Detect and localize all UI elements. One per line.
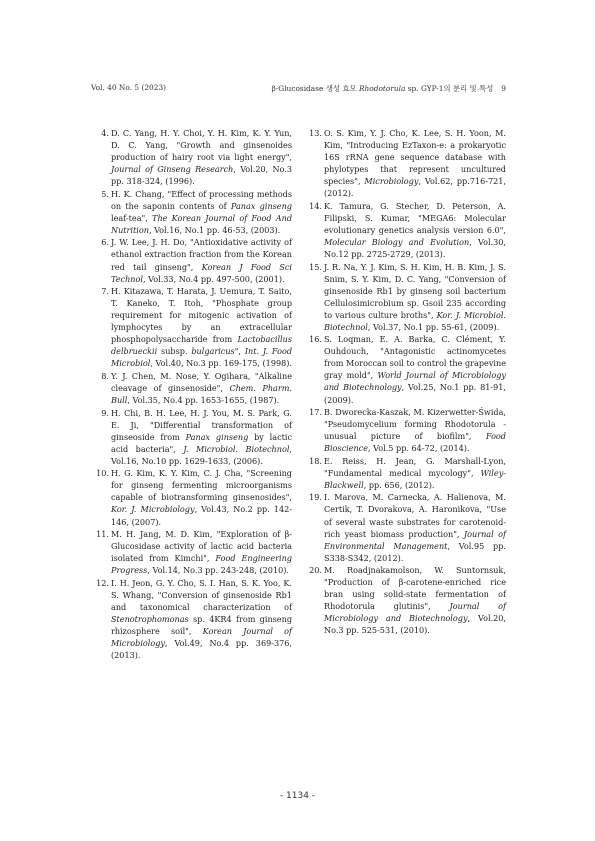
reference-plain-text: H. Chi, B. H. Lee, H. J. You, M. S. Park, G. E. Ji, "Differential transformation of ginseoside from [111, 407, 292, 442]
reference-number: 6. [101, 237, 109, 248]
reference-italic-text: Lactobacillus delbrueckii [111, 334, 292, 357]
reference-number: 18. [309, 455, 322, 466]
reference-plain-text: S. Loqman, E. A. Barka, C. Clément, Y. Ouhdouch, "Antagonistic actinomycetes from Moroccan soil to control the grapevine gray mold", [324, 334, 506, 381]
reference-item [307, 261, 506, 333]
running-header [91, 83, 506, 95]
reference-item [94, 528, 292, 576]
reference-number: 5. [101, 188, 109, 199]
reference-italic-text: Korean J Food Sci Technol [111, 261, 292, 284]
reference-text [111, 370, 292, 406]
reference-number: 16. [309, 334, 322, 345]
reference-text [324, 491, 506, 563]
reference-plain-text: M. Roadjnakamolson, W. Suntornsuk, "Production of β-carotene-enriched rice bran using solid-state fermentation of Rhodotorula glutinis", [324, 565, 506, 612]
reference-number: 17. [309, 407, 322, 418]
reference-text [111, 407, 292, 467]
running-title [272, 83, 506, 94]
reference-plain-text: M. H. Jang, M. D. Kim, "Exploration of β-Glucosidase activity of lactic acid bacteria isolated from Kimchi", [111, 529, 292, 564]
reference-item [94, 188, 292, 236]
running-title-genus: Rhodotorula [358, 84, 406, 93]
reference-number: 4. [101, 128, 109, 138]
reference-plain-text: D. C. Yang, H. Y. Choi, Y. H. Kim, K. Y. Yun, D. C. Yang, "Growth and ginsenoides production of hairy root via light energy", [111, 128, 292, 163]
reference-plain-text: , Vol.40, No.3 pp. 169-175, (1998). [150, 358, 292, 369]
reference-italic-text: J. Microbiol. Biotechnol [183, 443, 290, 454]
reference-plain-text: J. W. Lee, J. H. Do, "Antioxidative activity of ethanol extraction fraction from the Korean red tail ginseng", [111, 237, 292, 272]
reference-italic-text: World Journal of Microbiology and Biotechnology [324, 370, 507, 393]
reference-number: 10. [96, 468, 109, 479]
reference-plain-text: , Vol.20, No.3 pp. 525-531, (2010). [324, 613, 507, 636]
reference-item [307, 200, 506, 260]
reference-italic-text: Journal of Ginseng Research [111, 164, 234, 175]
reference-italic-text: Kor. J. Microbiol. Biotechnol [324, 309, 507, 332]
reference-plain-text: , pp. 656, (2012). [363, 479, 435, 490]
reference-number: 8. [101, 370, 109, 381]
reference-text [111, 528, 292, 576]
reference-plain-text: , Vol.16, No.10 pp. 1629-1633, (2006). [111, 443, 292, 466]
reference-text [111, 467, 292, 527]
reference-number: 14. [309, 200, 322, 211]
reference-plain-text: by lactic acid bacteria", [111, 431, 292, 454]
reference-number: 15. [309, 261, 322, 272]
reference-text [111, 236, 292, 284]
reference-plain-text: , Vol.43, No.2 pp. 142-146, (2007). [111, 504, 292, 527]
reference-item [307, 333, 506, 405]
reference-text [111, 285, 292, 369]
reference-text [324, 406, 506, 454]
reference-text [111, 127, 292, 187]
reference-italic-text: Int. J. Food Microbiol [111, 346, 292, 369]
reference-plain-text: H. K. Chang, "Effect of processing methods on the saponin contents of [111, 188, 292, 211]
reference-item [307, 491, 506, 563]
reference-item [94, 577, 292, 661]
reference-text [324, 333, 506, 405]
journal-volume: Vol. 40 No. 5 (2023) [91, 83, 167, 92]
reference-italic-text: Chem. Pharm. Bull [111, 382, 292, 406]
reference-text [111, 188, 292, 236]
reference-number: 13. [309, 128, 322, 138]
reference-italic-text: Journal of Microbiology and Biotechnology [324, 601, 506, 624]
reference-italic-text: Korean Journal of Microbiology [111, 625, 292, 648]
reference-text [324, 455, 506, 491]
reference-plain-text: , Vol.16, No.1 pp. 46-53, (2003). [148, 224, 281, 235]
references-left-column [94, 127, 292, 662]
reference-italic-text: bulgaricus [191, 346, 235, 357]
reference-plain-text: H. G. Kim, K. Y. Kim, C. J. Cha, "Screening for ginseng fermenting microorganisms capable of biotransforming ginsenosides", [111, 468, 292, 503]
reference-plain-text: Y. J. Chen, M. Nose, Y. Ogihara, "Alkaline cleavage of ginsenoside", [111, 370, 292, 393]
reference-plain-text: ", [234, 346, 245, 357]
reference-plain-text: E. Reiss, H. Jean, G. Marshall-Lyon, "Fundamental medical mycology", [324, 455, 506, 478]
reference-number: 12. [96, 577, 109, 588]
reference-text [324, 564, 506, 636]
reference-item [307, 127, 506, 199]
reference-item [307, 406, 506, 454]
reference-plain-text: , Vol.25, No.1 pp. 81-91, (2009). [324, 382, 507, 405]
reference-italic-text: Kor. J. Microbiology [111, 504, 195, 515]
reference-plain-text: , Vol.35, No.4 pp. 1653-1655, (1987). [127, 395, 280, 406]
reference-plain-text: , Vol.30, No.12 pp. 2725-2729, (2013). [324, 236, 506, 259]
reference-italic-text: Microbiology [364, 176, 419, 187]
reference-item [94, 467, 292, 527]
running-title-suffix: sp. GYP-1의 분리 및 특성 [405, 84, 494, 93]
reference-text [324, 200, 506, 260]
reference-plain-text: , Vol.37, No.1 pp. 55-61, (2009). [367, 321, 500, 332]
reference-number: 11. [96, 529, 109, 540]
reference-italic-text: Food Bioscience [324, 431, 506, 454]
reference-item [94, 370, 292, 406]
reference-text [324, 127, 506, 199]
reference-plain-text: leaf-tea", [111, 212, 153, 223]
reference-plain-text: , Vol.49, No.4 pp. 369-376, (2013). [111, 637, 292, 661]
reference-plain-text: sp. 4KR4 from ginseng rhizosphere soil", [111, 613, 292, 636]
reference-item [94, 407, 292, 467]
reference-plain-text: H. Kitazawa, T. Harata, J. Uemura, T. Saito, T. Kaneko, T. Itoh, "Phosphate group requirement for mitogenic activation of lymphocytes by an extracellular phosphopolysaccharide from [111, 286, 292, 345]
reference-item [307, 455, 506, 491]
reference-plain-text: , Vol.62, pp.716-721, (2012). [324, 176, 507, 199]
reference-italic-text: Journal of Environmental Management [324, 528, 506, 551]
reference-number: 9. [101, 407, 109, 418]
header-page-number: 9 [501, 84, 506, 93]
reference-italic-text: Molecular Biology and Evolution [324, 236, 470, 247]
references-right-column [307, 127, 506, 637]
reference-plain-text: , Vol.14, No.3 pp. 243-248, (2010). [147, 565, 289, 576]
running-title-prefix: β-Glucosidase 생성 효모 [271, 84, 359, 93]
reference-item [307, 564, 506, 636]
reference-italic-text: Panax ginseng [185, 431, 249, 442]
reference-plain-text: , Vol.5 pp. 64-72, (2014). [368, 443, 470, 454]
reference-item [94, 127, 292, 187]
reference-number: 20. [309, 565, 322, 576]
reference-plain-text: O. S. Kim, Y. J. Cho, K. Lee, S. H. Yoon, M. Kim, "Introducing EzTaxon-e: a prokaryotic 16S rRNA gene sequence database with phylotypes that represent uncultured species", [324, 128, 506, 187]
reference-item [94, 285, 292, 369]
reference-number: 7. [101, 286, 109, 297]
reference-text [324, 261, 506, 333]
reference-plain-text: , Vol.95 pp. S338-S342, (2012). [324, 540, 506, 563]
reference-number: 19. [309, 492, 322, 503]
reference-plain-text: I. H. Jeon, G. Y. Cho, S. I. Han, S. K. Yoo, K. S. Whang, "Conversion of ginsenoside Rb1 and taxonomical characterization of [111, 577, 292, 612]
page-footer-number: - 1134 - [279, 791, 316, 801]
reference-item [94, 236, 292, 284]
reference-text [111, 577, 292, 661]
reference-plain-text: J. R. Na, Y. J. Kim, S. H. Kim, H. B. Kim, J. S. Snim, S. Y. Kim, D. C. Yang, "Conversion of ginsenoside Rb1 by ginseng soil bacterium Cellulosimicrobium sp. Gsoil 235 according to various culture broths", [324, 261, 506, 320]
reference-plain-text: K. Tamura, G. Stecher, D. Peterson, A. Filipski, S. Kumar, "MEGA6: Molecular evolutionary genetics analysis version 6.0", [324, 200, 506, 235]
reference-italic-text: Panax ginseng [230, 200, 292, 211]
reference-plain-text: , Vol.20, No.3 pp. 318-324, (1996). [111, 164, 292, 187]
reference-plain-text: subsp. [157, 346, 192, 357]
reference-italic-text: Stenotrophomonas [111, 613, 189, 624]
reference-italic-text: The Korean Journal of Food And Nutrition [111, 212, 292, 235]
reference-italic-text: Food Engineering Progress [111, 553, 292, 576]
reference-italic-text: Wiley-Blackwell [324, 467, 506, 490]
reference-plain-text: I. Marova, M. Carnecka, A. Halienova, M. Certik, T. Dvorakova, A. Haronikova, "Use of several waste substrates for carotenoid-rich yeast biomass production", [324, 492, 506, 539]
reference-plain-text: , Vol.33, No.4 pp. 497-500, (2001). [142, 273, 285, 284]
reference-plain-text: B. Dworecka-Kaszak, M. Kizerwetter-Świda, "Pseudomycelium forming Rhodotorula - unusual picture of biofilm", [324, 407, 506, 442]
